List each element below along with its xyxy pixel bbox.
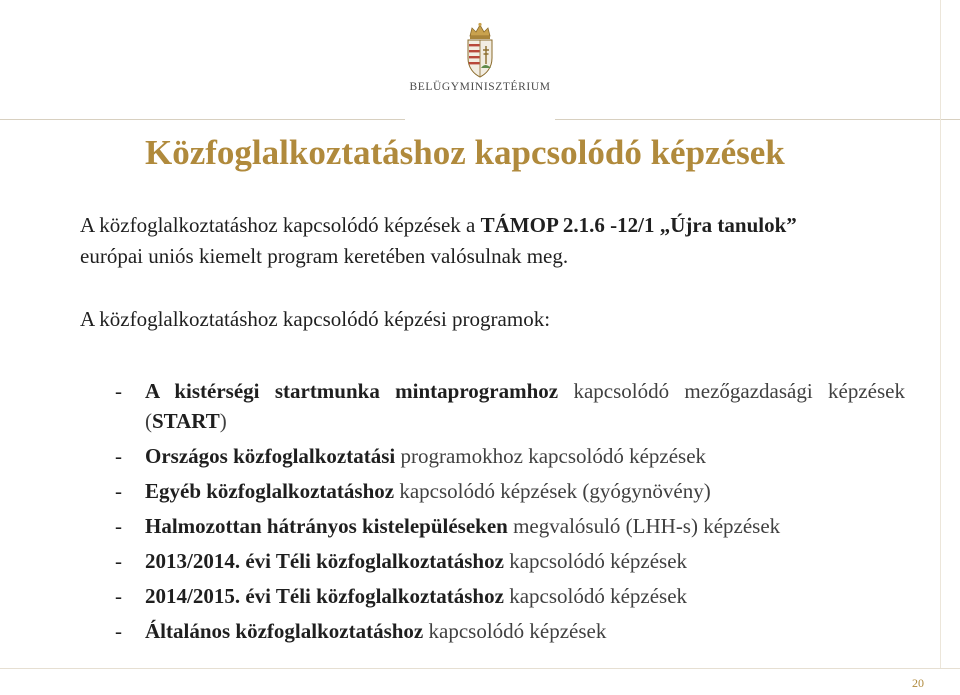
list-dash: -	[115, 444, 122, 468]
item-rest: kapcsolódó mezőgazdasági képzések (	[145, 379, 905, 433]
item-bold: Általános közfoglalkoztatáshoz	[145, 619, 424, 643]
item-rest: megvalósuló (LHH-s) képzések	[507, 514, 781, 538]
page-number: 20	[912, 676, 924, 690]
item-bold: A kistérségi startmunka mintaprogramhoz	[145, 379, 559, 403]
programs-lead: A közfoglalkoztatáshoz kapcsolódó képzési programok:	[80, 307, 551, 331]
slide-title: Közfoglalkoztatáshoz kapcsolódó képzések	[145, 133, 785, 172]
item-bold: 2013/2014. évi Téli közfoglalkoztatáshoz	[145, 549, 504, 573]
frame-line-right	[940, 0, 941, 668]
item-rest: kapcsolódó képzések (gyógynövény)	[394, 479, 711, 503]
list-item	[115, 376, 905, 436]
item-bold-2: START	[152, 409, 220, 433]
item-bold: Egyéb közfoglalkoztatáshoz	[145, 479, 395, 503]
list-dash: -	[115, 479, 122, 503]
intro-paragraph	[80, 210, 920, 272]
list-dash: -	[115, 619, 122, 643]
hungarian-coat-of-arms-icon	[460, 22, 500, 78]
list-item	[115, 441, 905, 471]
intro-text-2: európai uniós kiemelt program keretében valósulnak meg.	[80, 244, 569, 268]
item-rest: programokhoz kapcsolódó képzések	[395, 444, 707, 468]
program-list	[115, 376, 905, 651]
header-rule-left	[0, 119, 405, 120]
list-item	[115, 616, 905, 646]
list-dash: -	[115, 514, 122, 538]
logo-text: BELÜGYMINISZTÉRIUM	[409, 81, 551, 93]
list-dash: -	[115, 379, 122, 403]
list-dash: -	[115, 549, 122, 573]
program-code: TÁMOP 2.1.6 -12/1 „Újra tanulok”	[480, 213, 797, 237]
ministry-logo	[409, 22, 551, 100]
item-rest: kapcsolódó képzések	[423, 619, 607, 643]
item-bold: Halmozottan hátrányos kistelepüléseken	[145, 514, 508, 538]
item-rest-2: )	[219, 409, 227, 433]
intro-text-1: A közfoglalkoztatáshoz kapcsolódó képzések a	[80, 213, 481, 237]
list-item	[115, 511, 905, 541]
item-bold: 2014/2015. évi Téli közfoglalkoztatáshoz	[145, 584, 504, 608]
list-item	[115, 476, 905, 506]
item-rest: kapcsolódó képzések	[503, 549, 688, 573]
list-item	[115, 581, 905, 611]
item-bold: Országos közfoglalkoztatási	[145, 444, 396, 468]
frame-line-bottom	[0, 668, 960, 669]
list-item	[115, 546, 905, 576]
item-rest: kapcsolódó képzések	[503, 584, 688, 608]
list-dash: -	[115, 584, 122, 608]
header-rule-right	[555, 119, 960, 120]
